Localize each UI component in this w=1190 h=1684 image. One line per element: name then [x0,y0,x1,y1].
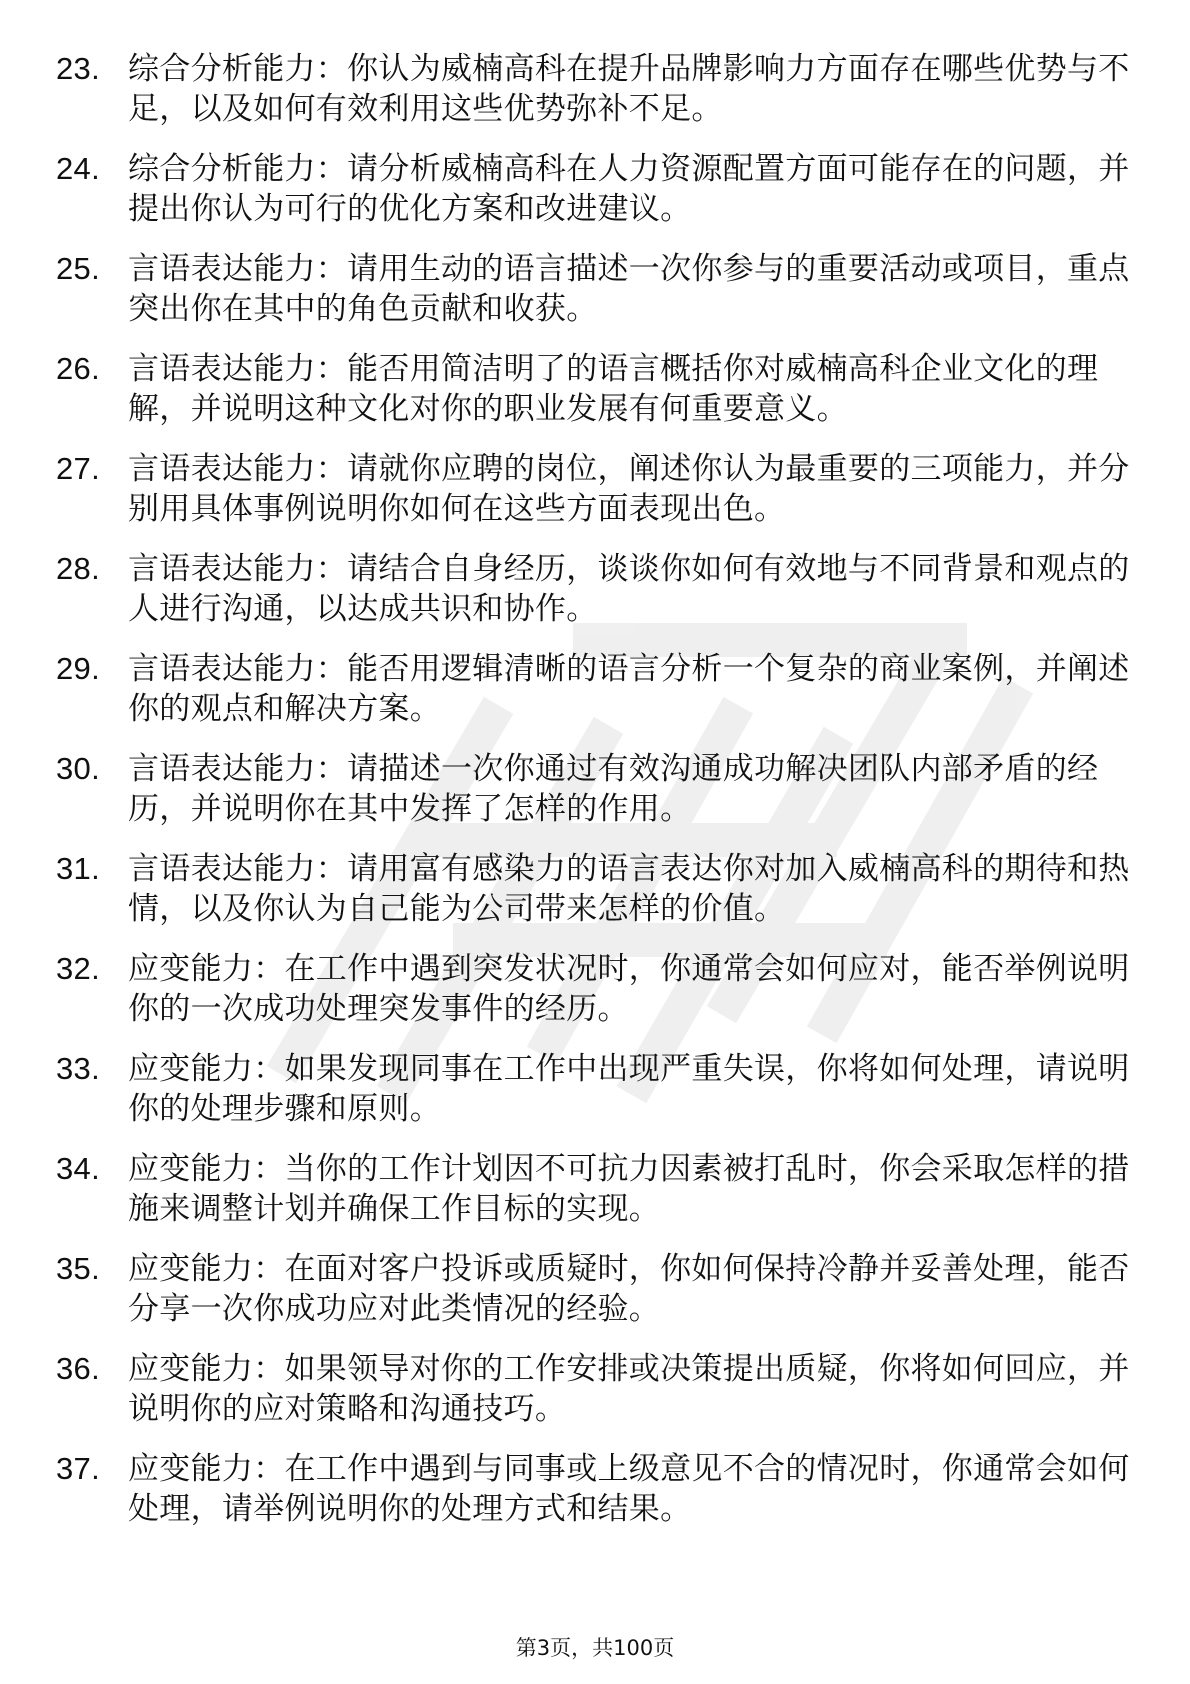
question-number: 27. [56,451,100,486]
question-number: 30. [56,751,100,786]
question-number: 26. [56,351,100,386]
question-item [56,249,1136,329]
question-text: 综合分析能力：你认为威楠高科在提升品牌影响力方面存在哪些优势与不足，以及如何有效利用这些优势弥补不足。 [128,51,1130,127]
question-item [56,949,1136,1029]
question-text: 言语表达能力：请用生动的语言描述一次你参与的重要活动或项目，重点突出你在其中的角色贡献和收获。 [128,251,1130,327]
question-item [56,449,1136,529]
question-text: 应变能力：在工作中遇到与同事或上级意见不合的情况时，你通常会如何处理，请举例说明你的处理方式和结果。 [128,1451,1130,1527]
question-text: 言语表达能力：能否用逻辑清晰的语言分析一个复杂的商业案例，并阐述你的观点和解决方案。 [128,651,1130,727]
question-item [56,549,1136,629]
question-item [56,349,1136,429]
question-number: 35. [56,1251,100,1286]
question-item [56,849,1136,929]
question-item [56,749,1136,829]
question-text: 言语表达能力：请就你应聘的岗位，阐述你认为最重要的三项能力，并分别用具体事例说明你如何在这些方面表现出色。 [128,451,1130,527]
question-number: 33. [56,1051,100,1086]
question-list [56,49,1136,1549]
page-number-label: 第3页，共100页 [515,1636,675,1660]
question-number: 25. [56,251,100,286]
question-text: 言语表达能力：请描述一次你通过有效沟通成功解决团队内部矛盾的经历，并说明你在其中发挥了怎样的作用。 [128,751,1099,827]
page-footer [0,1632,1190,1662]
question-number: 29. [56,651,100,686]
question-item [56,1049,1136,1129]
question-number: 28. [56,551,100,586]
question-text: 言语表达能力：能否用简洁明了的语言概括你对威楠高科企业文化的理解，并说明这种文化对你的职业发展有何重要意义。 [128,351,1099,427]
question-number: 37. [56,1451,100,1486]
question-text: 应变能力：在面对客户投诉或质疑时，你如何保持冷静并妥善处理，能否分享一次你成功应对此类情况的经验。 [128,1251,1130,1327]
question-text: 言语表达能力：请用富有感染力的语言表达你对加入威楠高科的期待和热情，以及你认为自己能为公司带来怎样的价值。 [128,851,1130,927]
question-text: 言语表达能力：请结合自身经历，谈谈你如何有效地与不同背景和观点的人进行沟通，以达成共识和协作。 [128,551,1130,627]
question-number: 36. [56,1351,100,1386]
question-number: 34. [56,1151,100,1186]
question-item [56,49,1136,129]
question-item [56,1149,1136,1229]
question-item [56,1249,1136,1329]
question-number: 24. [56,151,100,186]
question-number: 31. [56,851,100,886]
question-item [56,649,1136,729]
question-text: 应变能力：在工作中遇到突发状况时，你通常会如何应对，能否举例说明你的一次成功处理突发事件的经历。 [128,951,1130,1027]
question-item [56,1349,1136,1429]
question-number: 32. [56,951,100,986]
question-text: 应变能力：当你的工作计划因不可抗力因素被打乱时，你会采取怎样的措施来调整计划并确保工作目标的实现。 [128,1151,1130,1227]
question-text: 应变能力：如果领导对你的工作安排或决策提出质疑，你将如何回应，并说明你的应对策略和沟通技巧。 [128,1351,1130,1427]
question-item [56,149,1136,229]
question-item [56,1449,1136,1529]
question-text: 综合分析能力：请分析威楠高科在人力资源配置方面可能存在的问题，并提出你认为可行的优化方案和改进建议。 [128,151,1130,227]
question-number: 23. [56,51,100,86]
question-text: 应变能力：如果发现同事在工作中出现严重失误，你将如何处理，请说明你的处理步骤和原则。 [128,1051,1130,1127]
